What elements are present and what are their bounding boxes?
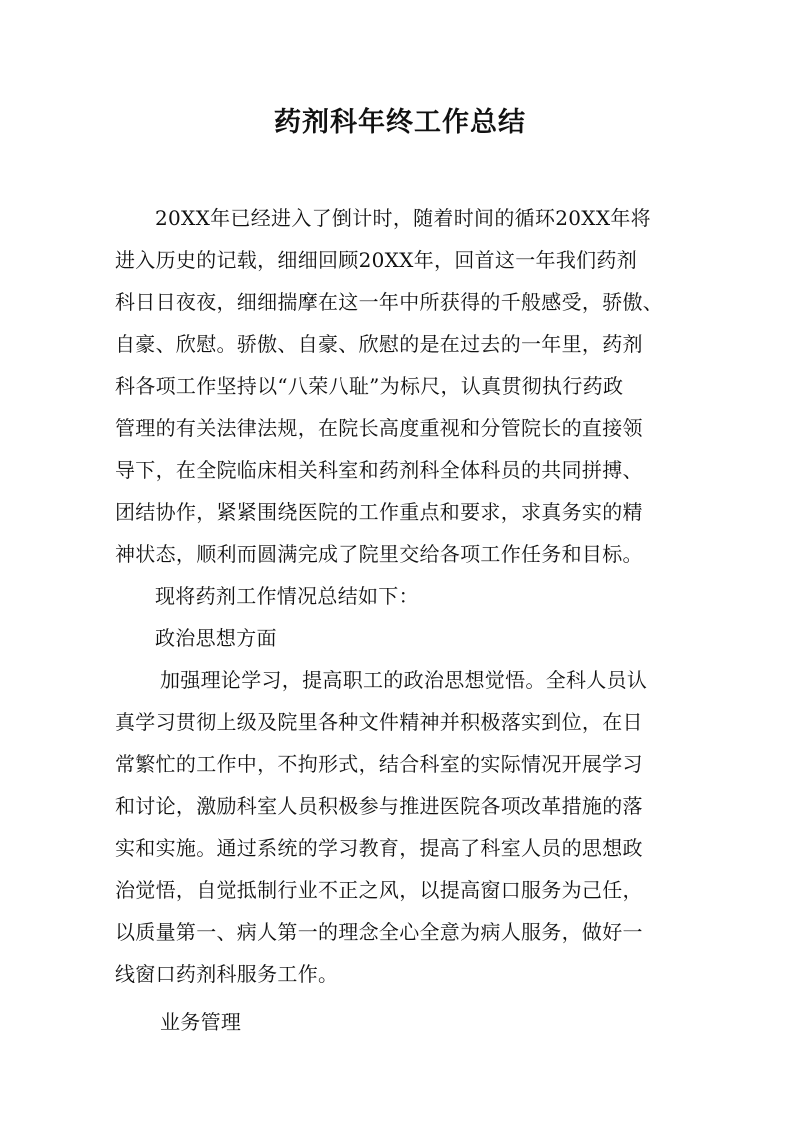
section-heading: 政治思想方面 xyxy=(155,626,277,650)
paragraph-line: 常繁忙的工作中，不拘形式，结合科室的实际情况开展学习 xyxy=(115,752,643,776)
paragraph-line: 线窗口药剂科服务工作。 xyxy=(115,962,339,986)
paragraph-line: 实和实施。通过系统的学习教育，提高了科室人员的思想政 xyxy=(115,836,643,860)
paragraph-line: 管理的有关法律法规，在院长高度重视和分管院长的直接领 xyxy=(115,416,643,440)
paragraph-line: 团结协作，紧紧围绕医院的工作重点和要求，求真务实的精 xyxy=(115,500,643,524)
section-heading: 业务管理 xyxy=(160,1010,242,1034)
paragraph-line: 科日日夜夜，细细揣摩在这一年中所获得的千般感受，骄傲、 xyxy=(115,290,664,314)
paragraph-line: 自豪、欣慰。骄傲、自豪、欣慰的是在过去的一年里，药剂 xyxy=(115,332,643,356)
paragraph-line: 真学习贯彻上级及院里各种文件精神并积极落实到位，在日 xyxy=(115,710,643,734)
paragraph-line: 20XX年已经进入了倒计时，随着时间的循环20XX年将 xyxy=(155,206,651,230)
paragraph-line: 治觉悟，自觉抵制行业不正之风，以提高窗口服务为己任， xyxy=(115,878,643,902)
paragraph-line: 和讨论，激励科室人员积极参与推进医院各项改革措施的落 xyxy=(115,794,643,818)
paragraph-line: 导下，在全院临床相关科室和药剂科全体科员的共同拼搏、 xyxy=(115,458,643,482)
paragraph-line: 以质量第一、病人第一的理念全心全意为病人服务，做好一 xyxy=(115,920,643,944)
summary-intro-line: 现将药剂工作情况总结如下： xyxy=(155,584,419,608)
document-body xyxy=(115,197,690,1043)
document-title: 药剂科年终工作总结 xyxy=(274,107,526,138)
paragraph-line: 科各项工作坚持以“八荣八耻”为标尺，认真贯彻执行药政 xyxy=(115,374,624,398)
paragraph-line: 加强理论学习，提高职工的政治思想觉悟。全科人员认 xyxy=(160,668,648,692)
paragraph-line: 神状态，顺利而圆满完成了院里交给各项工作任务和目标。 xyxy=(115,542,643,566)
paragraph-line: 进入历史的记载，细细回顾20XX年，回首这一年我们药剂 xyxy=(115,248,638,272)
